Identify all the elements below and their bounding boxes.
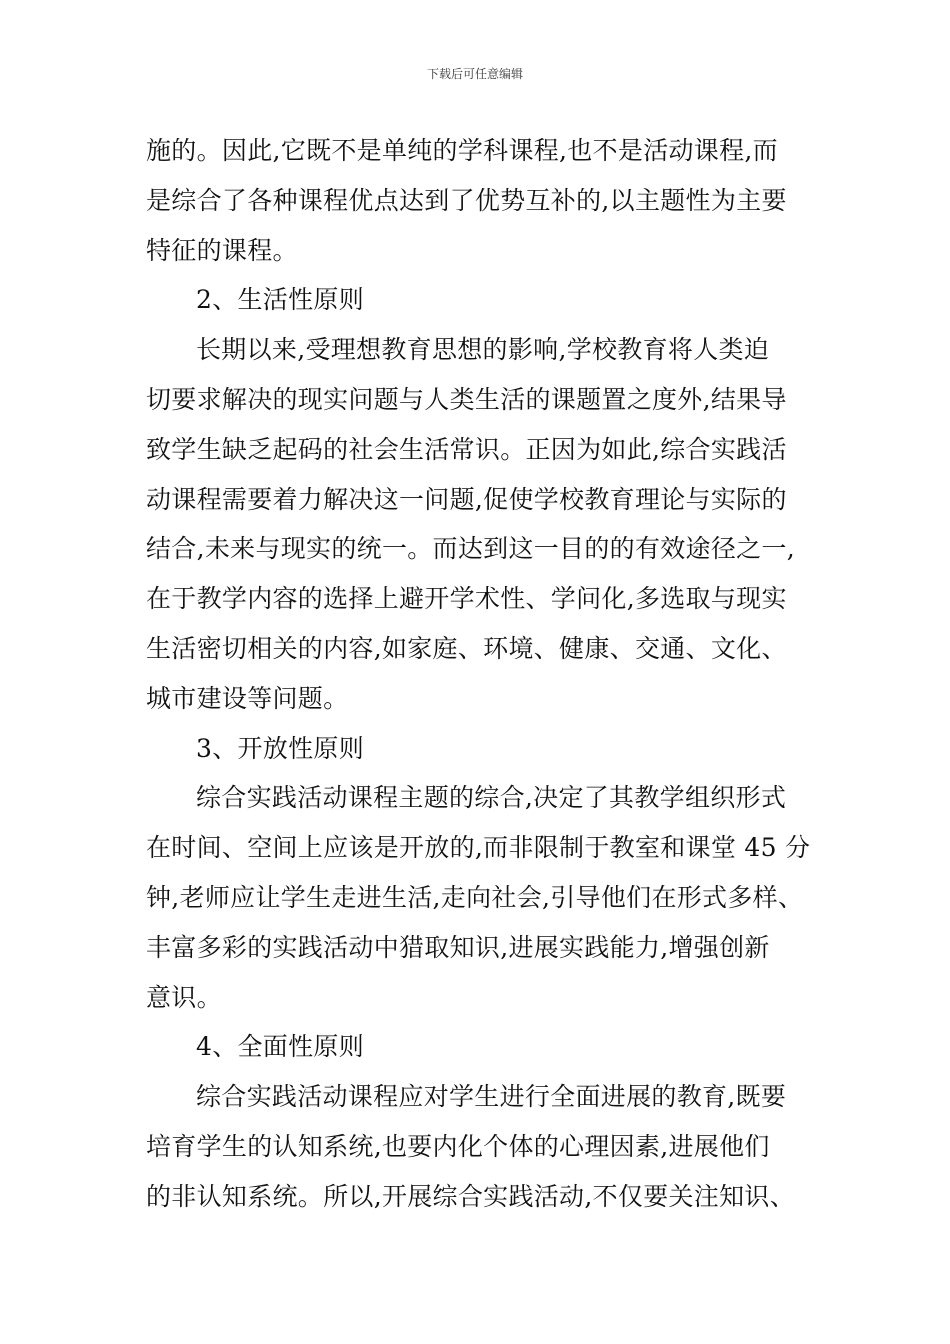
document-body xyxy=(146,126,810,1222)
page-header: 下载后可任意编辑 xyxy=(426,67,523,81)
text-line: 综合实践活动课程主题的综合,决定了其教学组织形式 xyxy=(196,783,787,813)
text-line: 特征的课程。 xyxy=(146,235,298,265)
text-line: 是综合了各种课程优点达到了优势互补的,以主题性为主要 xyxy=(146,185,787,215)
section-heading: 3、开放性原则 xyxy=(196,733,365,763)
text-line: 城市建设等问题。 xyxy=(146,683,349,713)
section-heading: 4、全面性原则 xyxy=(196,1032,365,1062)
text-line: 意识。 xyxy=(146,982,222,1012)
text-line: 丰富多彩的实践活动中猎取知识,进展实践能力,增强创新 xyxy=(146,932,770,962)
text-line: 培育学生的认知系统,也要内化个体的心理因素,进展他们 xyxy=(146,1131,770,1161)
text-line: 动课程需要着力解决这一问题,促使学校教育理论与实际的 xyxy=(146,484,787,514)
text-line: 在时间、空间上应该是开放的,而非限制于教室和课堂 45 分 xyxy=(146,833,811,863)
text-line: 致学生缺乏起码的社会生活常识。正因为如此,综合实践活 xyxy=(146,434,787,464)
text-line: 切要求解决的现实问题与人类生活的课题置之度外,结果导 xyxy=(146,384,787,414)
text-line: 钟,老师应让学生走进生活,走向社会,引导他们在形式多样、 xyxy=(146,882,804,912)
text-line: 综合实践活动课程应对学生进行全面进展的教育,既要 xyxy=(196,1082,787,1112)
text-line: 施的。因此,它既不是单纯的学科课程,也不是活动课程,而 xyxy=(146,136,778,165)
section-heading: 2、生活性原则 xyxy=(196,285,365,315)
text-line: 的非认知系统。所以,开展综合实践活动,不仅要关注知识、 xyxy=(146,1181,795,1211)
text-line: 结合,未来与现实的统一。而达到这一目的的有效途径之一, xyxy=(146,534,795,564)
text-line: 生活密切相关的内容,如家庭、环境、健康、交通、文化、 xyxy=(146,633,787,663)
text-line: 长期以来,受理想教育思想的影响,学校教育将人类迫 xyxy=(196,335,770,365)
text-line: 在于教学内容的选择上避开学术性、学问化,多选取与现实 xyxy=(146,584,787,614)
